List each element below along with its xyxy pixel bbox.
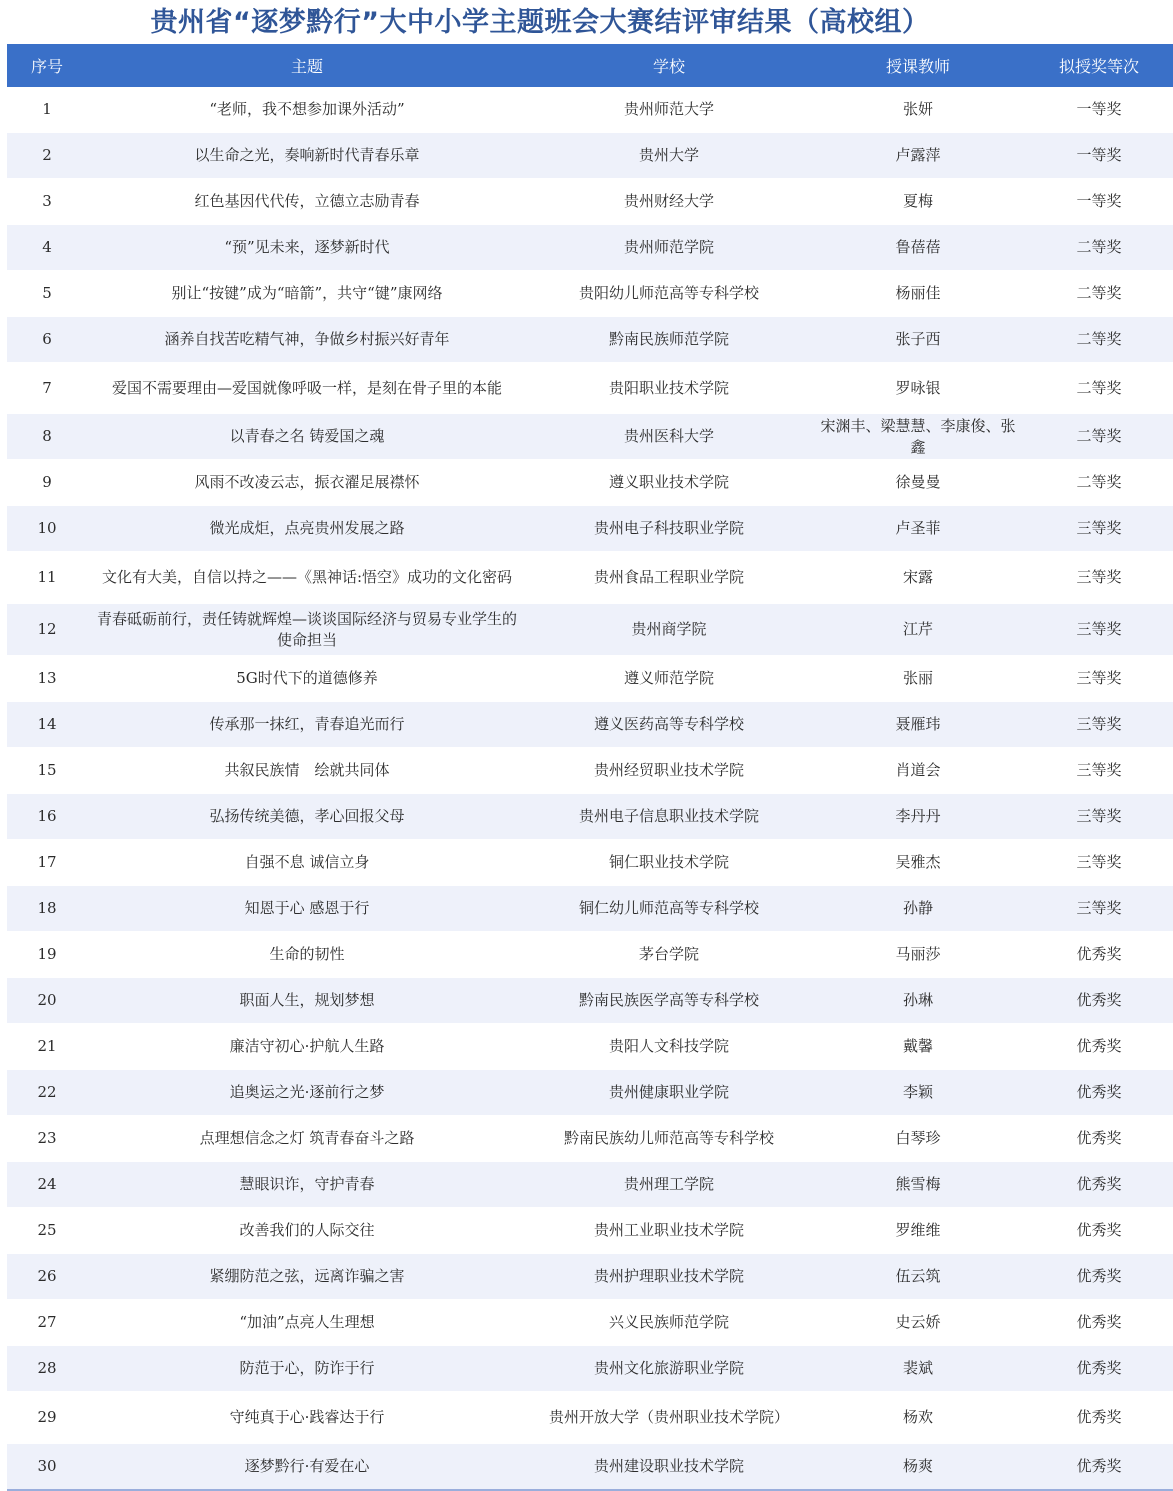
table-row <box>7 87 1173 133</box>
cell-school: 贵州经贸职业技术学院 <box>527 748 811 794</box>
cell-number: 5 <box>7 271 87 317</box>
cell-number: 2 <box>7 133 87 179</box>
cell-award: 一等奖 <box>1025 87 1173 133</box>
cell-school: 贵阳人文科技学院 <box>527 1024 811 1070</box>
table-row <box>7 460 1173 506</box>
cell-teacher: 裴斌 <box>811 1346 1025 1392</box>
cell-number: 22 <box>7 1070 87 1116</box>
cell-number: 27 <box>7 1300 87 1346</box>
table-row <box>7 1346 1173 1392</box>
cell-theme: 紧绷防范之弦，远离诈骗之害 <box>87 1254 527 1300</box>
cell-school: 贵州食品工程职业学院 <box>527 552 811 604</box>
cell-theme: 点理想信念之灯 筑青春奋斗之路 <box>87 1116 527 1162</box>
cell-theme: 弘扬传统美德，孝心回报父母 <box>87 794 527 840</box>
cell-teacher: 张丽 <box>811 656 1025 702</box>
cell-award: 三等奖 <box>1025 604 1173 656</box>
cell-teacher: 聂雁玮 <box>811 702 1025 748</box>
cell-school: 贵州师范学院 <box>527 225 811 271</box>
cell-teacher: 宋渊丰、梁慧慧、李康俊、张鑫 <box>811 414 1025 460</box>
table-row <box>7 702 1173 748</box>
cell-teacher: 戴馨 <box>811 1024 1025 1070</box>
table-row <box>7 840 1173 886</box>
cell-teacher: 李丹丹 <box>811 794 1025 840</box>
cell-theme: 别让“按键”成为“暗箭”，共守“键”康网络 <box>87 271 527 317</box>
cell-teacher: 熊雪梅 <box>811 1162 1025 1208</box>
cell-theme: “老师，我不想参加课外活动” <box>87 87 527 133</box>
cell-award: 优秀奖 <box>1025 1300 1173 1346</box>
cell-number: 10 <box>7 506 87 552</box>
cell-teacher: 白琴珍 <box>811 1116 1025 1162</box>
cell-teacher: 鲁蓓蓓 <box>811 225 1025 271</box>
cell-school: 贵州电子信息职业技术学院 <box>527 794 811 840</box>
cell-school: 贵州建设职业技术学院 <box>527 1444 811 1491</box>
cell-school: 黔南民族师范学院 <box>527 317 811 363</box>
table-row <box>7 1444 1173 1491</box>
cell-teacher: 吴雅杰 <box>811 840 1025 886</box>
cell-award: 优秀奖 <box>1025 1208 1173 1254</box>
cell-school: 贵州开放大学（贵州职业技术学院） <box>527 1392 811 1444</box>
cell-award: 优秀奖 <box>1025 1162 1173 1208</box>
cell-teacher: 伍云筑 <box>811 1254 1025 1300</box>
table-row <box>7 1254 1173 1300</box>
cell-theme: 爱国不需要理由—爱国就像呼吸一样，是刻在骨子里的本能 <box>87 363 527 414</box>
cell-school: 贵州商学院 <box>527 604 811 656</box>
table-row <box>7 1070 1173 1116</box>
cell-teacher: 马丽莎 <box>811 932 1025 978</box>
cell-school: 贵州师范大学 <box>527 87 811 133</box>
cell-award: 优秀奖 <box>1025 1346 1173 1392</box>
cell-theme: 红色基因代代传，立德立志励青春 <box>87 179 527 225</box>
cell-theme: 传承那一抹红，青春追光而行 <box>87 702 527 748</box>
col-header-school: 学校 <box>527 44 811 87</box>
results-table <box>7 44 1173 1491</box>
table-row <box>7 225 1173 271</box>
cell-award: 优秀奖 <box>1025 932 1173 978</box>
cell-award: 优秀奖 <box>1025 1024 1173 1070</box>
cell-award: 优秀奖 <box>1025 978 1173 1024</box>
cell-award: 三等奖 <box>1025 886 1173 932</box>
cell-school: 贵州财经大学 <box>527 179 811 225</box>
table-row <box>7 506 1173 552</box>
table-row <box>7 604 1173 656</box>
cell-award: 三等奖 <box>1025 506 1173 552</box>
cell-theme: 共叙民族情 绘就共同体 <box>87 748 527 794</box>
cell-theme: 廉洁守初心·护航人生路 <box>87 1024 527 1070</box>
table-row <box>7 932 1173 978</box>
cell-teacher: 孙静 <box>811 886 1025 932</box>
cell-award: 优秀奖 <box>1025 1254 1173 1300</box>
cell-number: 21 <box>7 1024 87 1070</box>
cell-award: 三等奖 <box>1025 702 1173 748</box>
cell-theme: 知恩于心 感恩于行 <box>87 886 527 932</box>
cell-theme: 防范于心，防诈于行 <box>87 1346 527 1392</box>
cell-number: 1 <box>7 87 87 133</box>
table-row <box>7 886 1173 932</box>
table-row <box>7 794 1173 840</box>
col-header-teacher: 授课教师 <box>811 44 1025 87</box>
cell-school: 贵州健康职业学院 <box>527 1070 811 1116</box>
table-row <box>7 552 1173 604</box>
cell-theme: 自强不息 诚信立身 <box>87 840 527 886</box>
cell-school: 黔南民族幼儿师范高等专科学校 <box>527 1116 811 1162</box>
cell-school: 贵州文化旅游职业学院 <box>527 1346 811 1392</box>
cell-school: 贵州护理职业技术学院 <box>527 1254 811 1300</box>
cell-teacher: 宋露 <box>811 552 1025 604</box>
cell-number: 15 <box>7 748 87 794</box>
table-row <box>7 1392 1173 1444</box>
cell-award: 二等奖 <box>1025 363 1173 414</box>
cell-teacher: 杨欢 <box>811 1392 1025 1444</box>
cell-award: 二等奖 <box>1025 414 1173 460</box>
cell-theme: 生命的韧性 <box>87 932 527 978</box>
cell-number: 29 <box>7 1392 87 1444</box>
cell-teacher: 张子西 <box>811 317 1025 363</box>
cell-teacher: 罗维维 <box>811 1208 1025 1254</box>
table-row <box>7 1024 1173 1070</box>
cell-number: 9 <box>7 460 87 506</box>
cell-number: 25 <box>7 1208 87 1254</box>
cell-award: 二等奖 <box>1025 225 1173 271</box>
cell-theme: 职面人生，规划梦想 <box>87 978 527 1024</box>
table-row <box>7 414 1173 460</box>
cell-award: 一等奖 <box>1025 133 1173 179</box>
table-row <box>7 1162 1173 1208</box>
cell-award: 三等奖 <box>1025 748 1173 794</box>
cell-award: 三等奖 <box>1025 794 1173 840</box>
cell-number: 18 <box>7 886 87 932</box>
cell-teacher: 孙琳 <box>811 978 1025 1024</box>
cell-number: 23 <box>7 1116 87 1162</box>
cell-theme: 青春砥砺前行，责任铸就辉煌—谈谈国际经济与贸易专业学生的使命担当 <box>87 604 527 656</box>
cell-theme: 改善我们的人际交往 <box>87 1208 527 1254</box>
cell-school: 贵州医科大学 <box>527 414 811 460</box>
cell-number: 8 <box>7 414 87 460</box>
cell-school: 贵州电子科技职业学院 <box>527 506 811 552</box>
cell-number: 6 <box>7 317 87 363</box>
cell-teacher: 李颖 <box>811 1070 1025 1116</box>
cell-teacher: 徐曼曼 <box>811 460 1025 506</box>
cell-school: 黔南民族医学高等专科学校 <box>527 978 811 1024</box>
cell-school: 贵州大学 <box>527 133 811 179</box>
table-row <box>7 317 1173 363</box>
cell-number: 30 <box>7 1444 87 1491</box>
cell-school: 贵州理工学院 <box>527 1162 811 1208</box>
cell-award: 优秀奖 <box>1025 1070 1173 1116</box>
cell-award: 优秀奖 <box>1025 1392 1173 1444</box>
cell-number: 24 <box>7 1162 87 1208</box>
table-row <box>7 978 1173 1024</box>
cell-theme: 以生命之光，奏响新时代青春乐章 <box>87 133 527 179</box>
cell-number: 28 <box>7 1346 87 1392</box>
cell-school: 铜仁幼儿师范高等专科学校 <box>527 886 811 932</box>
table-body <box>7 87 1173 1490</box>
cell-school: 遵义师范学院 <box>527 656 811 702</box>
table-row <box>7 363 1173 414</box>
cell-school: 茅台学院 <box>527 932 811 978</box>
table-header <box>7 44 1173 87</box>
table-row <box>7 179 1173 225</box>
cell-number: 17 <box>7 840 87 886</box>
cell-award: 二等奖 <box>1025 271 1173 317</box>
cell-theme: 追奥运之光·逐前行之梦 <box>87 1070 527 1116</box>
cell-theme: 守纯真于心·践睿达于行 <box>87 1392 527 1444</box>
cell-teacher: 肖道会 <box>811 748 1025 794</box>
cell-number: 3 <box>7 179 87 225</box>
col-header-theme: 主题 <box>87 44 527 87</box>
header-row <box>7 44 1173 87</box>
table-row <box>7 1208 1173 1254</box>
cell-theme: 涵养自找苦吃精气神，争做乡村振兴好青年 <box>87 317 527 363</box>
cell-theme: “预”见未来，逐梦新时代 <box>87 225 527 271</box>
cell-number: 14 <box>7 702 87 748</box>
table-row <box>7 271 1173 317</box>
cell-teacher: 卢露萍 <box>811 133 1025 179</box>
table-row <box>7 1116 1173 1162</box>
table-row <box>7 133 1173 179</box>
cell-number: 12 <box>7 604 87 656</box>
cell-number: 4 <box>7 225 87 271</box>
table-row <box>7 1300 1173 1346</box>
cell-award: 三等奖 <box>1025 840 1173 886</box>
cell-number: 11 <box>7 552 87 604</box>
cell-number: 16 <box>7 794 87 840</box>
cell-award: 三等奖 <box>1025 552 1173 604</box>
cell-theme: 5G时代下的道德修养 <box>87 656 527 702</box>
cell-school: 铜仁职业技术学院 <box>527 840 811 886</box>
cell-theme: 微光成炬，点亮贵州发展之路 <box>87 506 527 552</box>
cell-number: 13 <box>7 656 87 702</box>
cell-school: 贵阳幼儿师范高等专科学校 <box>527 271 811 317</box>
cell-school: 遵义职业技术学院 <box>527 460 811 506</box>
cell-number: 19 <box>7 932 87 978</box>
cell-teacher: 卢圣菲 <box>811 506 1025 552</box>
cell-teacher: 杨丽佳 <box>811 271 1025 317</box>
cell-number: 7 <box>7 363 87 414</box>
cell-number: 20 <box>7 978 87 1024</box>
cell-award: 三等奖 <box>1025 656 1173 702</box>
cell-teacher: 罗咏银 <box>811 363 1025 414</box>
cell-theme: 风雨不改凌云志，振衣濯足展襟怀 <box>87 460 527 506</box>
cell-school: 兴义民族师范学院 <box>527 1300 811 1346</box>
cell-award: 二等奖 <box>1025 317 1173 363</box>
cell-theme: 慧眼识诈，守护青春 <box>87 1162 527 1208</box>
cell-theme: 逐梦黔行·有爱在心 <box>87 1444 527 1491</box>
table-row <box>7 748 1173 794</box>
cell-award: 二等奖 <box>1025 460 1173 506</box>
col-header-number: 序号 <box>7 44 87 87</box>
cell-teacher: 江芹 <box>811 604 1025 656</box>
cell-theme: 以青春之名 铸爱国之魂 <box>87 414 527 460</box>
cell-school: 贵州工业职业技术学院 <box>527 1208 811 1254</box>
cell-school: 贵阳职业技术学院 <box>527 363 811 414</box>
cell-theme: 文化有大美，自信以持之——《黑神话:悟空》成功的文化密码 <box>87 552 527 604</box>
cell-award: 优秀奖 <box>1025 1116 1173 1162</box>
cell-teacher: 夏梅 <box>811 179 1025 225</box>
cell-teacher: 杨爽 <box>811 1444 1025 1491</box>
cell-theme: “加油”点亮人生理想 <box>87 1300 527 1346</box>
col-header-award: 拟授奖等次 <box>1025 44 1173 87</box>
cell-school: 遵义医药高等专科学校 <box>527 702 811 748</box>
page-title: 贵州省“逐梦黔行”大中小学主题班会大赛结评审结果（高校组） <box>150 7 930 38</box>
cell-award: 优秀奖 <box>1025 1444 1173 1491</box>
cell-teacher: 史云娇 <box>811 1300 1025 1346</box>
table-row <box>7 656 1173 702</box>
cell-teacher: 张妍 <box>811 87 1025 133</box>
cell-number: 26 <box>7 1254 87 1300</box>
cell-award: 一等奖 <box>1025 179 1173 225</box>
